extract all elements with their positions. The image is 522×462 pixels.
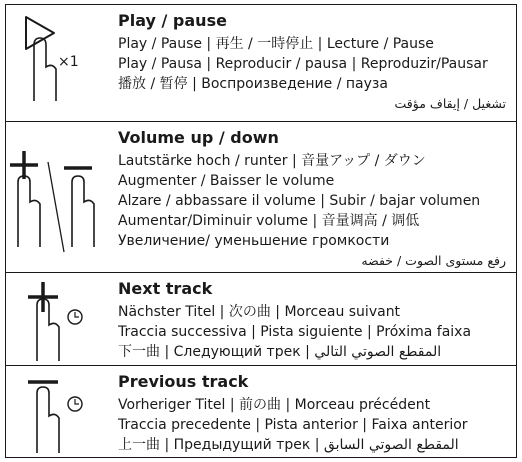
translation-line: Aumentar/Diminuir volume | 音量调高 / 调低 bbox=[118, 213, 420, 229]
translation-line: Play / Pausa | Reproducir / pausa | Reproduzir/Pausar bbox=[118, 56, 488, 72]
translation-line: Nächster Titel | 次の曲 | Morceau suivant bbox=[118, 304, 401, 320]
section-title: Play / pause bbox=[118, 11, 227, 30]
translation-line: Play / Pause | 再生 / 一時停止 | Lecture / Pause bbox=[118, 36, 434, 52]
translation-line: Vorheriger Titel | 前の曲 | Morceau précédent bbox=[118, 397, 431, 413]
volume-section bbox=[6, 121, 516, 272]
touch-hold-minus-icon bbox=[6, 366, 114, 457]
section-title: Volume up / down bbox=[118, 128, 279, 147]
play-pause-section bbox=[6, 5, 516, 121]
next-track-section bbox=[6, 272, 516, 365]
translation-line-rtl: تشغيل / إيقاف مؤقت bbox=[394, 96, 506, 111]
translation-line: Traccia precedente | Pista anterior | Faixa anterior bbox=[118, 417, 468, 433]
swipe-volume-icon bbox=[6, 122, 114, 272]
translation-line: 播放 / 暂停 | Воспроизведение / пауза bbox=[118, 76, 388, 92]
translation-line: 下一曲 | Следующий трек | المقطع الصوتي التالي bbox=[118, 344, 442, 360]
tap-count-label: ×1 bbox=[58, 54, 79, 70]
gesture-table bbox=[5, 4, 517, 458]
translation-line-rtl: رفع مستوى الصوت / خفضه bbox=[361, 253, 506, 268]
translation-line: Lautstärke hoch / runter | 音量アップ / ダウン bbox=[118, 153, 426, 169]
translation-line: Увеличение/ уменьшение громкости bbox=[118, 233, 390, 249]
translation-line: Alzare / abbassare il volume | Subir / bajar volumen bbox=[118, 193, 481, 209]
tap-play-icon bbox=[6, 5, 114, 121]
translation-line: Traccia successiva | Pista siguiente | Próxima faixa bbox=[118, 324, 472, 340]
section-title: Previous track bbox=[118, 372, 249, 391]
previous-track-section bbox=[6, 365, 516, 457]
section-title: Next track bbox=[118, 279, 213, 298]
touch-hold-plus-icon bbox=[6, 273, 114, 365]
translation-line: Augmenter / Baisser le volume bbox=[118, 173, 335, 189]
translation-line: 上一曲 | Предыдущий трек | المقطع الصوتي السابق bbox=[118, 437, 459, 453]
